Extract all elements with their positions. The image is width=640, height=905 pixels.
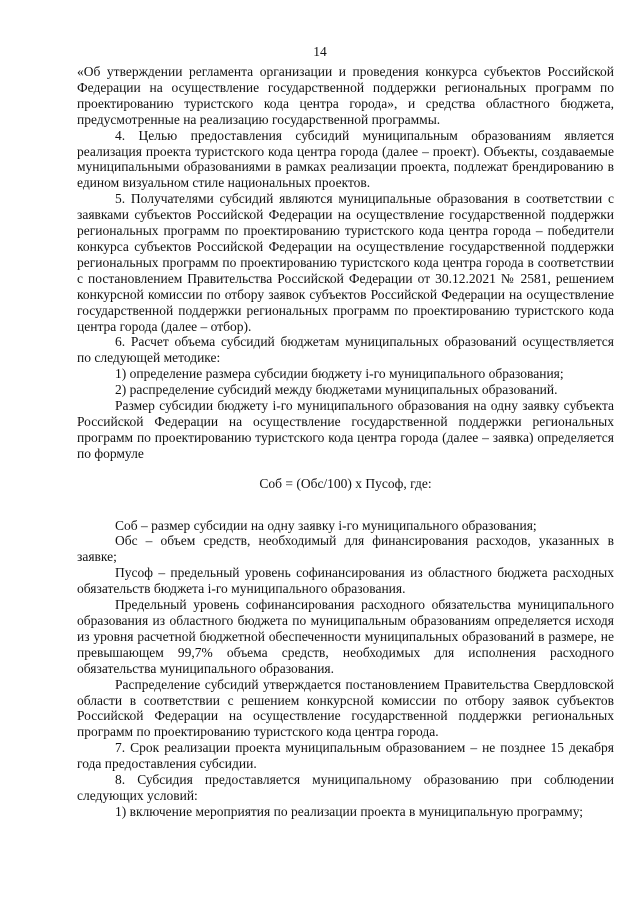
page-number: 14 xyxy=(313,44,327,59)
document-body xyxy=(77,64,614,820)
list-item-2-distribution: 2) распределение субсидий между бюджетами муниципальных образований. xyxy=(115,382,558,398)
definition-obs: Обс – объем средств, необходимый для финансирования расходов, указанных в заявке; xyxy=(77,533,614,565)
paragraph-7-deadline: 7. Срок реализации проекта муниципальным образованием – не позднее 15 декабря года предоставления субсидии. xyxy=(77,740,614,772)
paragraph-5-recipients: 5. Получателями субсидий являются муниципальные образования в соответствии с заявками субъектов Российской Федерации на осуществление государственной поддержки региональных программ по проектированию туристского кода центра города – победители конкурса субъектов Российской Федерации на осуществление государственной поддержки региональных программ по проектированию туристского кода центра города в соответствии с постановлением Правительства Российской Федерации от 30.12.2021 № 2581, решением конкурсной комиссии по отбору заявок субъектов Российской Федерации на осуществление государственной поддержки региональных программ по проектированию туристского кода центра города (далее – отбор). xyxy=(77,191,614,334)
paragraph-6-calculation: 6. Расчет объема субсидий бюджетам муниципальных образований осуществляется по следующей методике: xyxy=(77,334,614,366)
condition-item-1: 1) включение мероприятия по реализации проекта в муниципальную программу; xyxy=(115,803,584,819)
paragraph-distribution-approval: Распределение субсидий утверждается постановлением Правительства Свердловской области в соответствии с решением конкурсной комиссии по отбору заявок субъектов Российской Федерации на осуществление государственной поддержки региональных программ по проектированию туристского кода центра города. xyxy=(77,676,614,740)
definition-sob: Соб – размер субсидии на одну заявку i-го муниципального образования; xyxy=(115,517,537,533)
paragraph-continuation: «Об утверждении регламента организации и проведения конкурса субъектов Российской Федерации на осуществление государственной поддержки региональных программ по проектированию туристского кода центра города», и средства областного бюджета, предусмотренные на реализацию государственной программы. xyxy=(77,64,614,127)
paragraph-subsidy-size: Размер субсидии бюджету i-го муниципального образования на одну заявку субъекта Российской Федерации на осуществление государственной поддержки региональных программ по проектированию туристского кода центра города (далее – заявка) определяется по формуле xyxy=(77,398,614,461)
definition-pusof: Пусоф – предельный уровень софинансирования из областного бюджета расходных обязательств бюджета i-го муниципального образования. xyxy=(77,565,614,597)
list-item-1-size: 1) определение размера субсидии бюджету i-го муниципального образования; xyxy=(115,366,564,382)
paragraph-4-purpose: 4. Целью предоставления субсидий муниципальным образованиям является реализация проекта туристского кода центра города (далее – проект). Объекты, создаваемые муниципальными образованиями в рамках реализации проекта, подлежат брендированию в едином визуальном стиле национальных проектов. xyxy=(77,127,614,191)
paragraph-cofinancing-level: Предельный уровень софинансирования расходного обязательства муниципального образования из областного бюджета по муниципальным образованиям определяется исходя из уровня расчетной бюджетной обеспеченности муниципальных образований в размере, не превышающем 99,7% объема средств, необходимых для исполнения расходного обязательства муниципального образования. xyxy=(77,597,614,676)
paragraph-8-conditions: 8. Субсидия предоставляется муниципальному образованию при соблюдении следующих условий: xyxy=(77,772,614,803)
formula: Соб = (Обс/100) х Пусоф, где: xyxy=(259,475,432,491)
